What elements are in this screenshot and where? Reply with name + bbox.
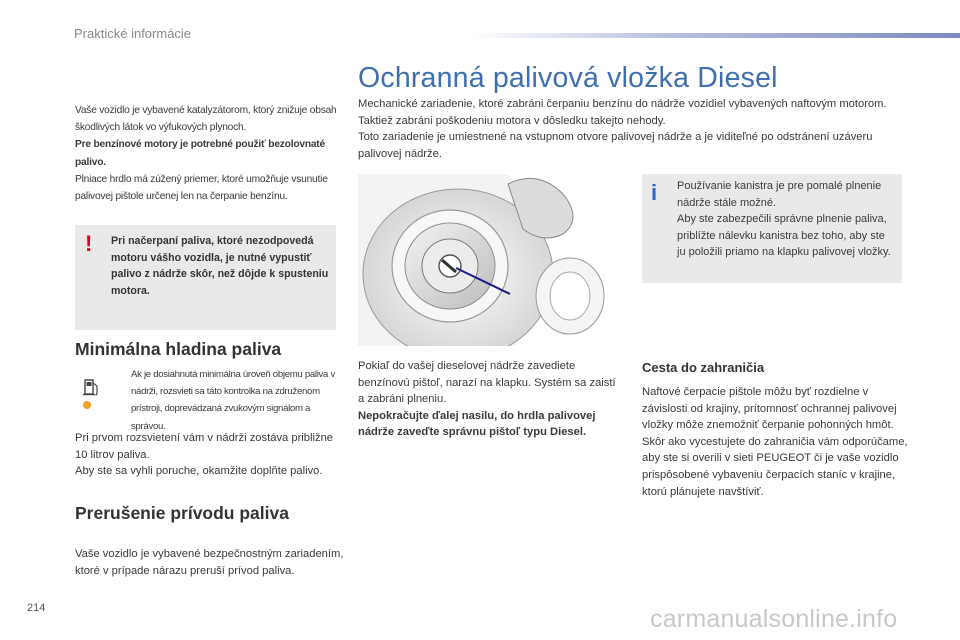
min-fuel-text-2: Aby ste sa vyhli poruche, okamžite doplňte palivo. bbox=[75, 465, 323, 478]
abroad-text bbox=[642, 384, 910, 500]
abroad-text-2: Skôr ako vycestujete do zahraničia vám odporúčame, aby ste si overili v sieti PEUGEOT či je vaše vozidlo prispôsobené vybaveniu čerpacích staníc v krajine, ktorú plánujete navštíviť. bbox=[642, 435, 908, 498]
min-fuel-heading: Minimálna hladina paliva bbox=[75, 339, 282, 359]
section-title: Praktické informácie bbox=[74, 26, 192, 41]
min-fuel-note: Ak je dosiahnutá minimálna úroveň objemu paliva v nádrži, rozsvieti sa táto kontrolka na združenom prístroji, doprevádzaná zvukovým signálom a správou. bbox=[131, 369, 335, 432]
fuel-pump-icon bbox=[80, 374, 102, 412]
watermark: carmanualsonline.info bbox=[650, 605, 898, 633]
diagram-caption-1: Pokiaľ do vašej dieselovej nádrže zavediete benzínovú pištoľ, narazí na klapku. Systém sa zaistí a zabráni plneniu. bbox=[358, 360, 616, 406]
warning-icon: ! bbox=[85, 231, 93, 256]
main-description bbox=[358, 96, 918, 162]
abroad-text-1: Naftové čerpacie pištole môžu byť rozdielne v závislosti od krajiny, prítomnosť ochrannej palivovej vložky môže znemožniť čerpanie pohonných hmôt. bbox=[642, 386, 897, 432]
intro-text bbox=[75, 102, 347, 205]
page-title: Ochranná palivová vložka Diesel bbox=[358, 62, 778, 94]
abroad-heading: Cesta do zahraničia bbox=[642, 360, 765, 375]
min-fuel-text-1: Pri prvom rozsvietení vám v nádrži zostáva približne 10 litrov paliva. bbox=[75, 432, 334, 461]
warning-text: Pri načerpaní paliva, ktoré nezodpovedá motoru vášho vozidla, je nutné vypustiť palivo z nádrže skôr, než dôjde k spusteniu motora. bbox=[111, 235, 329, 297]
info-icon: i bbox=[651, 180, 658, 205]
info-text bbox=[677, 178, 892, 261]
fuel-cut-text: Vaše vozidlo je vybavené bezpečnostným zariadením, ktoré v prípade nárazu preruší prívod paliva. bbox=[75, 548, 344, 577]
fuel-filler-neck-illustration bbox=[358, 174, 618, 346]
diagram-caption-bold: Nepokračujte ďalej nasilu, do hrdla palivovej nádrže zaveďte správnu pištoľ typu Diesel. bbox=[358, 409, 596, 439]
min-fuel-text bbox=[75, 430, 345, 480]
fuel-cut-heading: Prerušenie prívodu paliva bbox=[75, 503, 289, 523]
main-description-1: Mechanické zariadenie, ktoré zabráni čerpaniu benzínu do nádrže vozidiel vybavených naftovým motorom. Taktiež zabráni poškodeniu motora v dôsledku takejto nehody. bbox=[358, 98, 887, 127]
info-text-1: Používanie kanistra je pre pomalé plnenie nádrže stále možné. bbox=[677, 180, 882, 209]
main-description-2: Toto zariadenie je umiestnené na vstupnom otvore palivovej nádrže a je viditeľné po odstránení uzáveru palivovej nádrže. bbox=[358, 131, 873, 160]
intro-text-2: Plniace hrdlo má zúžený priemer, ktoré umožňuje vsunutie palivovej pištole určenej len na čerpanie benzínu. bbox=[75, 173, 328, 203]
header-gradient-bar bbox=[470, 33, 960, 38]
page-number: 214 bbox=[27, 602, 46, 614]
intro-text-1: Vaše vozidlo je vybavené katalyzátorom, ktorý znižuje obsah škodlivých látok vo výfukových plynoch. bbox=[75, 105, 337, 134]
intro-bold: Pre benzínové motory je potrebné použiť bezolovnaté palivo. bbox=[75, 139, 325, 168]
info-text-2: Aby ste zabezpečili správne plnenie paliva, priblížte nálevku kanistra bez toho, aby ste ju položili priamo na klapku palivovej vložky. bbox=[677, 213, 891, 258]
diagram-caption bbox=[358, 358, 620, 441]
